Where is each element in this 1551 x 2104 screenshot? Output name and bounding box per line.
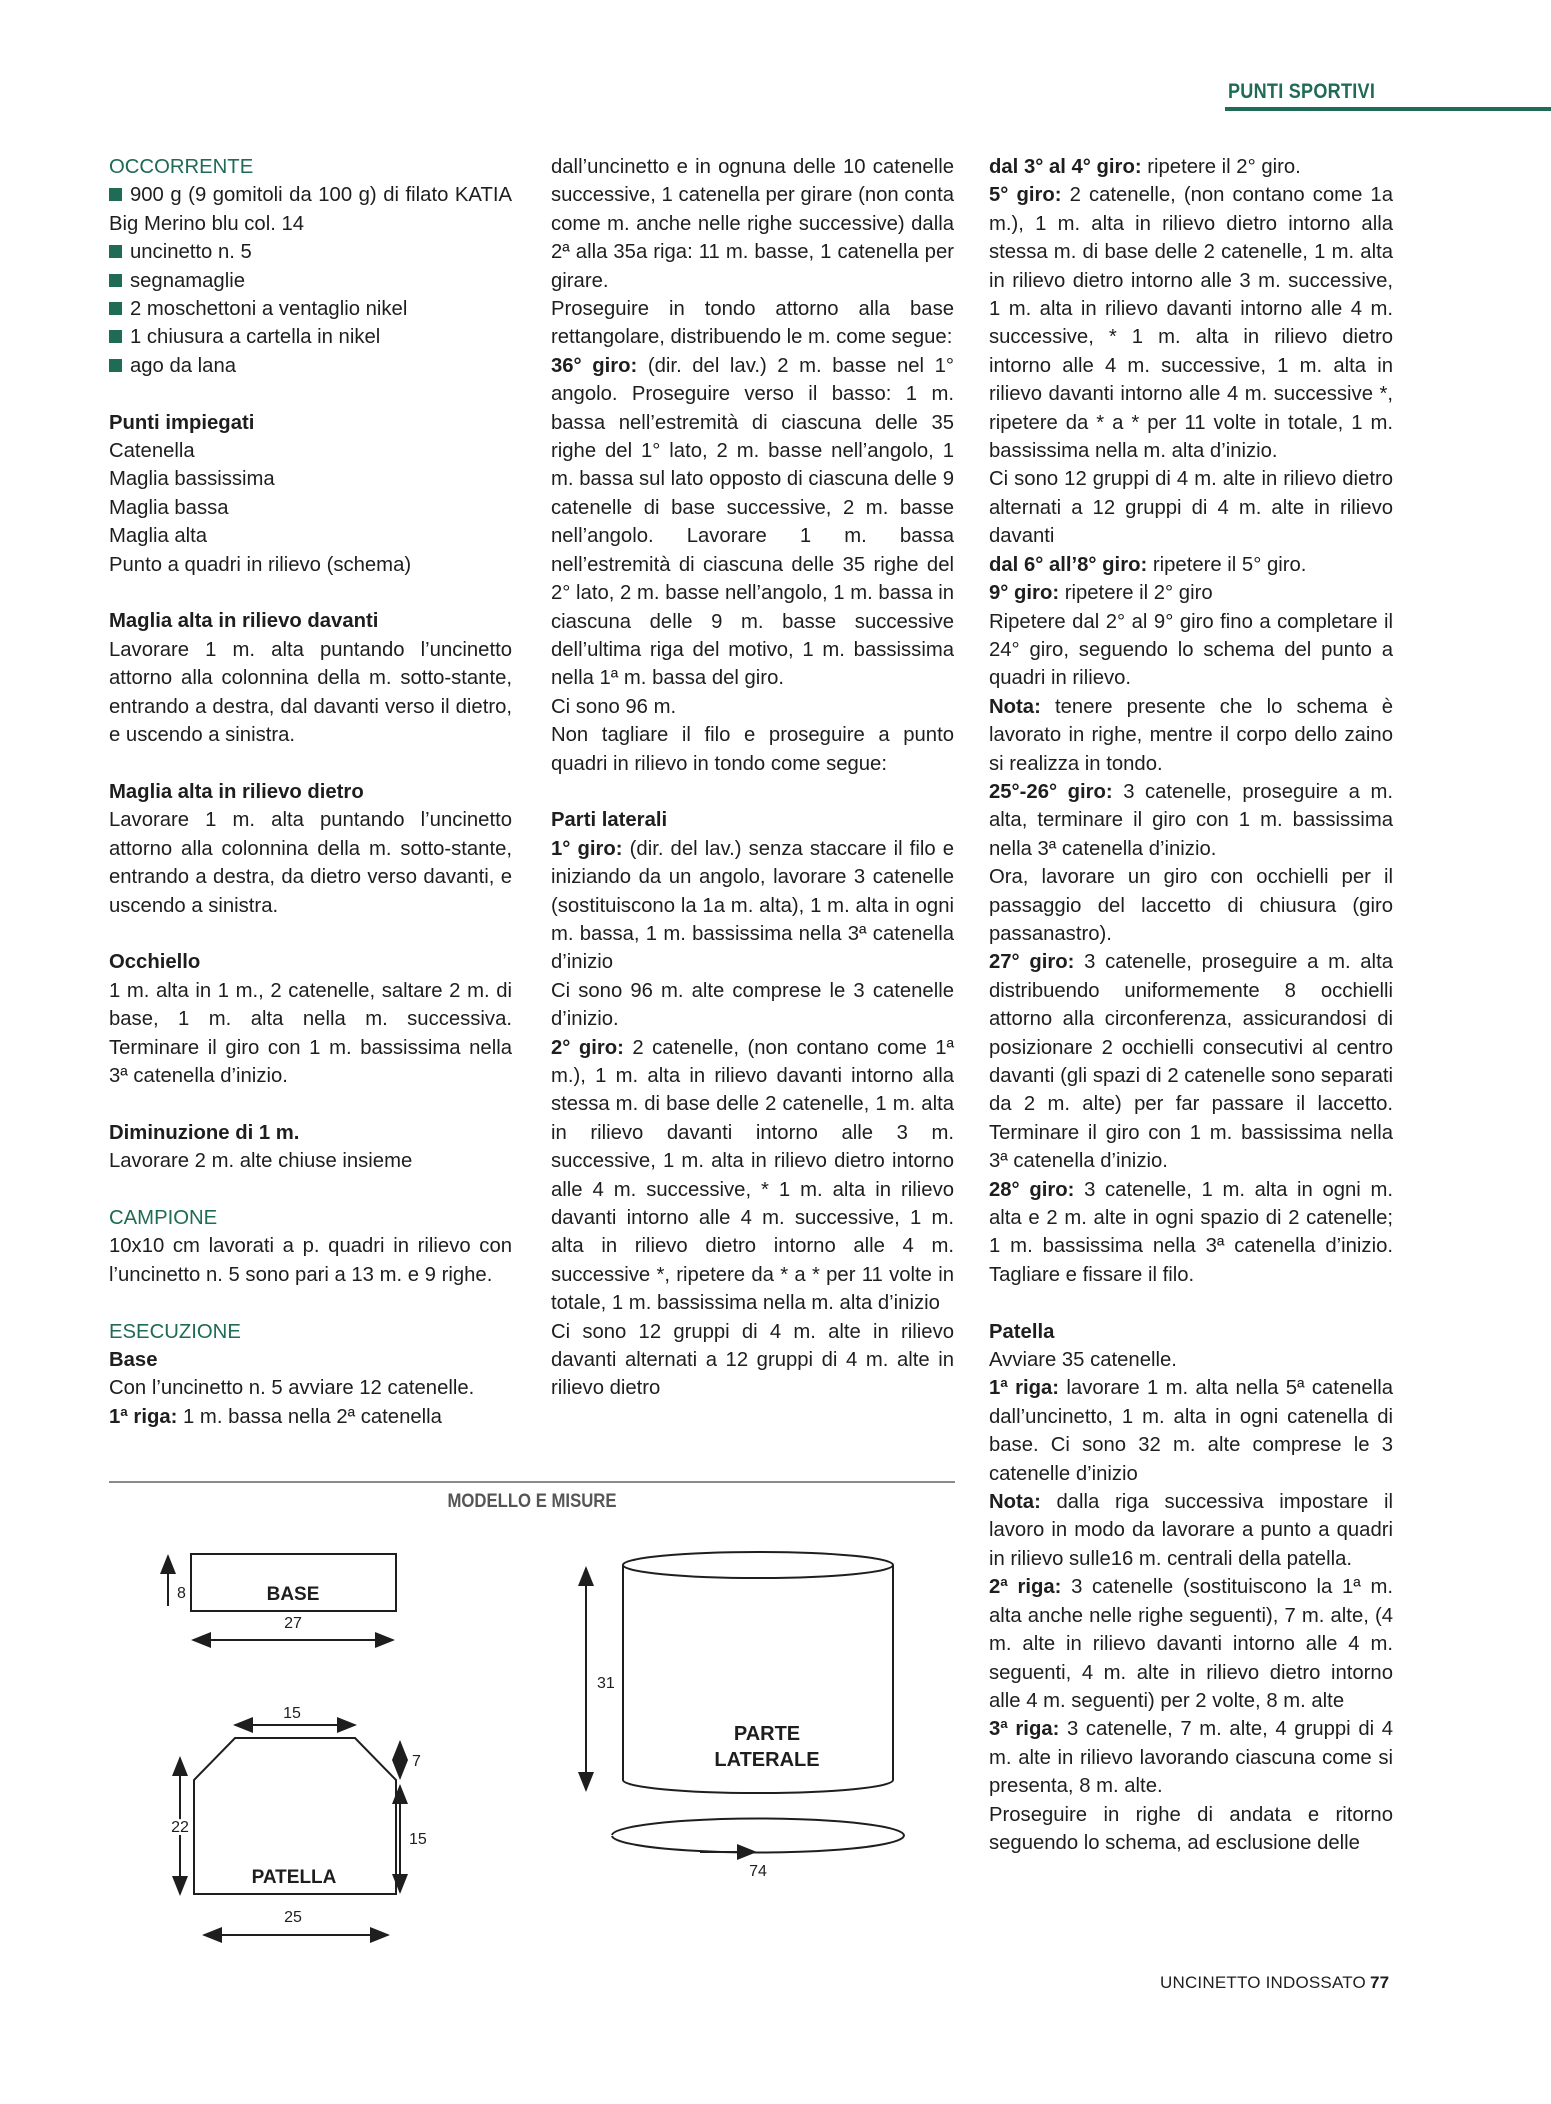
giro1-paragraph: 1° giro: (dir. del lav.) senza staccare il filo e iniziando da un angolo, lavorare 3 catenelle (sostituiscono la 1a m. alta), 1 m. alta in ogni m. bassa, 1 m. bassissima nella 3ª catenella d’inizio <box>551 837 954 974</box>
paragraph: Proseguire in tondo attorno alla base rettangolare, distribuendo le m. come segue: <box>551 298 954 349</box>
giro9-paragraph: 9° giro: ripetere il 2° giro <box>989 582 1213 605</box>
section-title: PUNTI SPORTIVI <box>1228 80 1376 103</box>
laterale-bottom-arc <box>623 1780 893 1793</box>
material-item: 2 moschettoni a ventaglio nikel <box>109 295 512 323</box>
base-height-label: 8 <box>177 1585 186 1602</box>
base-text: Con l’uncinetto n. 5 avviare 12 catenelle. <box>109 1377 475 1400</box>
punto-item: Punto a quadri in rilievo (schema) <box>109 553 412 576</box>
material-item: ago da lana <box>109 352 512 380</box>
column-3 <box>989 153 1393 1857</box>
esecuzione-title: ESECUZIONE <box>109 1320 241 1343</box>
base-title: Base <box>109 1348 158 1371</box>
paragraph: Ripetere dal 2° al 9° giro fino a completare il 24° giro, seguendo lo schema del punto a quadri in rilievo. <box>989 610 1393 690</box>
giro25-26-paragraph: 25°-26° giro: 3 catenelle, proseguire a m. alta, terminare il giro con 1 m. bassissima nella 3ª catenella d’inizio. <box>989 780 1393 860</box>
mard-title: Maglia alta in rilievo davanti <box>109 610 379 633</box>
paragraph: Proseguire in righe di andata e ritorno seguendo lo schema, ad esclusione delle <box>989 1803 1393 1854</box>
giro3-4-paragraph: dal 3° al 4° giro: ripetere il 2° giro. <box>989 156 1301 178</box>
punto-item: Maglia bassissima <box>109 468 275 491</box>
occorrente-title: OCCORRENTE <box>109 156 254 178</box>
diminuzione-title: Diminuzione di 1 m. <box>109 1121 300 1144</box>
paragraph: Ci sono 96 m. alte comprese le 3 catenelle d’inizio. <box>551 979 954 1031</box>
figure-rule <box>109 1481 955 1483</box>
mard-text: Lavorare 1 m. alta puntando l’uncinetto attorno alla colonnina della m. sotto-stante, entrando a destra, dal davanti verso il dietro, e uscendo a sinistra. <box>109 638 512 747</box>
mari-title: Maglia alta in rilievo dietro <box>109 780 364 803</box>
campione-text: 10x10 cm lavorati a p. quadri in rilievo con l’uncinetto n. 5 sono pari a 13 m. e 9 righe. <box>109 1235 512 1286</box>
patella-side-label: 15 <box>409 1831 427 1848</box>
page-footer <box>1160 1973 1389 1993</box>
occhiello-title: Occhiello <box>109 951 201 974</box>
patella-label: PATELLA <box>251 1867 337 1888</box>
bullet-square-icon <box>109 245 122 258</box>
material-item: uncinetto n. 5 <box>109 238 512 266</box>
figure-title: MODELLO E MISURE <box>447 1491 617 1512</box>
paragraph: Avviare 35 catenelle. <box>989 1349 1177 1372</box>
laterale-circumference-label: 74 <box>749 1863 767 1880</box>
giro36-paragraph: 36° giro: (dir. del lav.) 2 m. basse nel 1° angolo. Proseguire verso il basso: 1 m. bassa nell’estremità di ciascuna delle 35 righe del 1° lato, 2 m. basse nell’angolo, 1 m. bassa sul lato opposto di ciascuna delle 9 catenelle di base successive, 2 m. basse nell’angolo. Lavorare 1 m. bassa nell’estremità di ciascuna delle 35 righe del 2° lato, 2 m. basse nell’angolo, 1 m. bassa in ciascuna delle 9 m. basse successive dell’ultima riga del motivo, 1 m. bassissima nella 1ª m. bassa del giro. <box>551 354 954 690</box>
punto-item: Catenella <box>109 440 195 463</box>
column-1 <box>109 153 512 1431</box>
giro5-paragraph: 5° giro: 2 catenelle, (non contano come 1a m.), 1 m. alta in rilievo dietro intorno alla stessa m. di base delle 2 catenelle, 1 m. alta in rilievo dietro intorno alle 3 m. successive, 1 m. alta in rilievo davanti intorno alle 4 m. successive, * 1 m. alta in rilievo dietro intorno alle 4 m. successive, 1 m. alta in rilievo davanti intorno alle 4 m. successive *, ripetere da * a * per 11 volte in totale, 1 m. bassissima nella m. alta d’inizio. <box>989 184 1393 463</box>
mari-text: Lavorare 1 m. alta puntando l’uncinetto attorno alla colonnina della m. sotto-stante, entrando a destra, da dietro verso davanti, e uscendo a sinistra. <box>109 809 512 917</box>
schematics-figure <box>0 1500 1000 1960</box>
patella-top-label: 15 <box>283 1705 301 1722</box>
laterale-top-ellipse <box>623 1552 893 1578</box>
riga1-paragraph: 1ª riga: 1 m. bassa nella 2ª catenella <box>109 1405 442 1428</box>
patella-width-label: 25 <box>284 1909 302 1926</box>
giro27-paragraph: 27° giro: 3 catenelle, proseguire a m. alta distribuendo uniformemente 8 occhielli attorno alla circonferenza, assicurandosi di posizionare 2 occhielli consecutivi al centro davanti (gli spazi di 2 catenelle sono separati da 2 m. alte) per far passare il laccetto. Terminare il giro con 1 m. bassissima nella 3ª catenella d’inizio. <box>989 951 1393 1173</box>
occhiello-text: 1 m. alta in 1 m., 2 catenelle, saltare 2 m. di base, 1 m. alta nella m. successiva. Terminare il giro con 1 m. bassissima nella 3ª catenella d’inizio. <box>109 979 512 1087</box>
paragraph: Ora, lavorare un giro con occhielli per il passaggio del laccetto di chiusura (giro passanastro). <box>989 866 1393 945</box>
riga1-paragraph: 1ª riga: lavorare 1 m. alta nella 5ª catenella dall’uncinetto, 1 m. alta in ogni catenella di base. Ci sono 32 m. alte comprese le 3 catenelle d’inizio <box>989 1377 1394 1485</box>
paragraph: Ci sono 12 gruppi di 4 m. alte in rilievo dietro alternati a 12 gruppi di 4 m. alte in rilievo davanti <box>989 468 1393 548</box>
base-label: BASE <box>266 1584 320 1605</box>
bullet-square-icon <box>109 359 122 372</box>
magazine-name: UNCINETTO INDOSSATO <box>1160 1973 1366 1992</box>
paragraph: Non tagliare il filo e proseguire a punto quadri in rilievo in tondo come segue: <box>551 724 954 775</box>
patella-title: Patella <box>989 1320 1055 1343</box>
giro28-paragraph: 28° giro: 3 catenelle, 1 m. alta in ogni m. alta e 2 m. alte in ogni spazio di 2 catenelle; 1 m. bassissima nella 3ª catenella d’inizio. Tagliare e fissare il filo. <box>989 1178 1393 1286</box>
patella-slant-label: 7 <box>412 1753 421 1770</box>
paragraph: Ci sono 96 m. <box>551 695 677 718</box>
riga2-paragraph: 2ª riga: 3 catenelle (sostituiscono la 1ª m. alta anche nelle righe seguenti), 7 m. alte, (4 m. alte in rilievo davanti intorno alle 4 m. seguenti, 4 m. alte in rilievo dietro intorno alle 4 m. seguenti) per 2 volte, 8 m. alte <box>989 1576 1393 1712</box>
patella-height-label: 22 <box>171 1819 189 1836</box>
campione-title: CAMPIONE <box>109 1206 218 1229</box>
material-item: 1 chiusura a cartella in nikel <box>109 323 512 351</box>
column-2 <box>551 153 954 1403</box>
header-rule <box>1225 107 1551 111</box>
nota1-paragraph: Nota: tenere presente che lo schema è lavorato in righe, mentre il corpo dello zaino si realizza in tondo. <box>989 695 1394 775</box>
base-width-label: 27 <box>284 1615 302 1632</box>
bullet-square-icon <box>109 274 122 287</box>
bullet-square-icon <box>109 302 122 315</box>
diminuzione-text: Lavorare 2 m. alte chiuse insieme <box>109 1150 413 1173</box>
punto-item: Maglia bassa <box>109 496 229 519</box>
page-number: 77 <box>1369 1973 1390 1992</box>
laterale-height-label: 31 <box>597 1675 615 1692</box>
material-item: 900 g (9 gomitoli da 100 g) di filato KATIA Big Merino blu col. 14 <box>109 184 512 235</box>
laterale-label-line1: PARTE <box>733 1723 801 1745</box>
laterale-circumference-ellipse <box>612 1819 904 1853</box>
nota2-paragraph: Nota: dalla riga successiva impostare il lavoro in modo da lavorare a punto a quadri in rilievo sulle16 m. centrali della patella. <box>989 1491 1393 1570</box>
material-item: segnamaglie <box>109 267 512 295</box>
paragraph: Ci sono 12 gruppi di 4 m. alte in rilievo davanti alternati a 12 gruppi di 4 m. alte in rilievo dietro <box>551 1320 954 1400</box>
bullet-square-icon <box>109 330 122 343</box>
giro6-8-paragraph: dal 6° all’8° giro: ripetere il 5° giro. <box>989 553 1307 576</box>
giro2-paragraph: 2° giro: 2 catenelle, (non contano come 1ª m.), 1 m. alta in rilievo davanti intorno alla stessa m. di base delle 2 catenelle, 1 m. alta in rilievo davanti intorno alle 3 m. successive, 1 m. alta in rilievo dietro intorno alle 4 m. successive, * 1 m. alta in rilievo davanti intorno alle 4 m. successive, 1 m. alta in rilievo dietro intorno alle 4 m. successive *, ripetere da * a * per 11 volte in totale, 1 m. bassissima nella m. alta d’inizio <box>551 1036 954 1315</box>
riga3-paragraph: 3ª riga: 3 catenelle, 7 m. alte, 4 gruppi di 4 m. alte in rilievo lavorando ciascuna come si presenta, 8 m. alte. <box>989 1718 1394 1798</box>
parti-laterali-title: Parti laterali <box>551 809 668 832</box>
paragraph: dall’uncinetto e in ognuna delle 10 catenelle successive, 1 catenella per girare (non conta come m. anche nelle righe successive) dalla 2ª alla 35a riga: 11 m. basse, 1 catenella per girare. <box>551 156 954 292</box>
laterale-label-line2: LATERALE <box>714 1749 820 1771</box>
punti-title: Punti impiegati <box>109 411 255 434</box>
punto-item: Maglia alta <box>109 525 208 548</box>
bullet-square-icon <box>109 188 122 201</box>
